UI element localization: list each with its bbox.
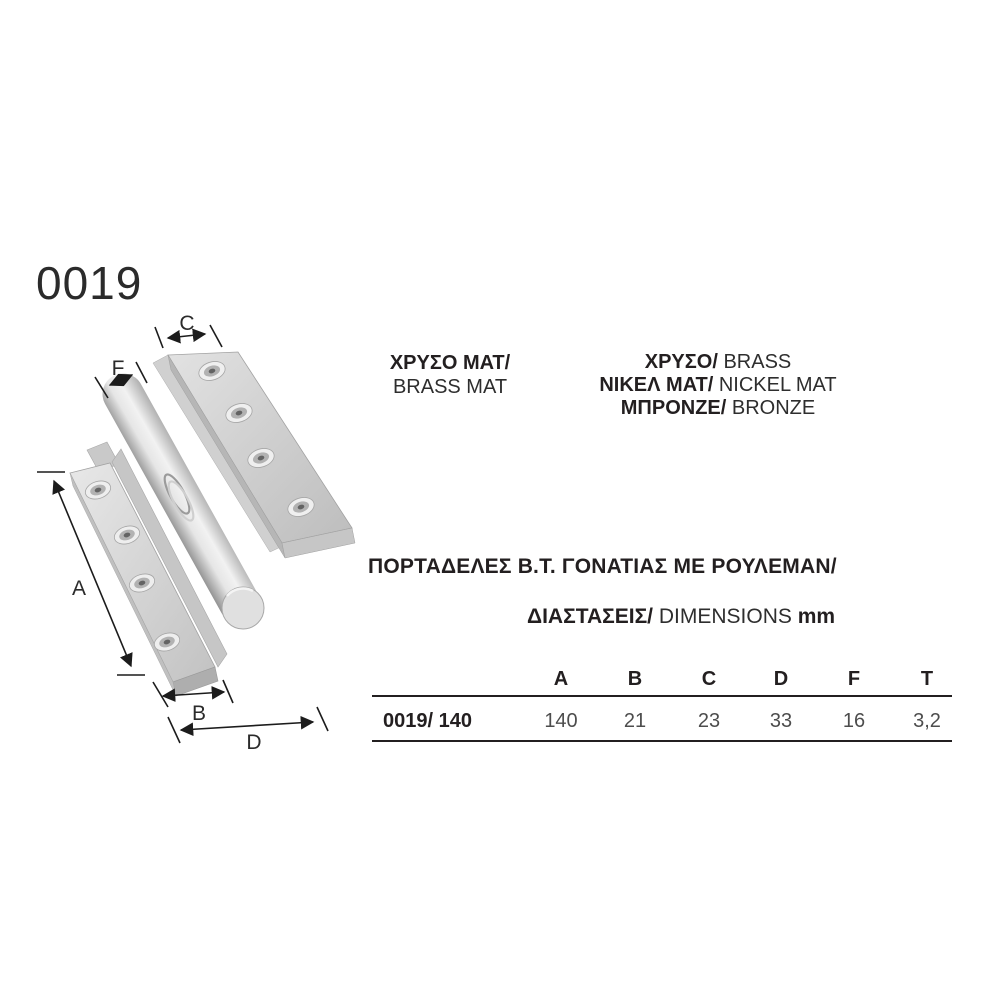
- table-model-cell: 0019/ 140: [383, 710, 472, 732]
- finish-english: BRONZE: [731, 397, 816, 419]
- finish-option-line: [599, 351, 836, 374]
- product-code: 0019: [36, 257, 143, 309]
- table-header-d: D: [773, 668, 789, 690]
- table-value-b: 21: [623, 710, 647, 732]
- hinge-diagram: [25, 300, 370, 755]
- table-rule-top: [372, 695, 952, 697]
- finish-right-block: [599, 351, 836, 420]
- product-title: ΠΟΡΤΑΔΕΛΕΣ Β.Τ. ΓΟΝΑΤΙΑΣ ΜΕ ΡΟΥΛΕΜΑΝ/: [368, 555, 837, 578]
- finish-greek: ΝΙΚΕΛ ΜΑΤ/: [599, 374, 714, 396]
- table-value-c: 23: [697, 710, 721, 732]
- dim-label-c: C: [179, 312, 195, 335]
- dimensions-heading-english: DIMENSIONS: [653, 605, 798, 628]
- finish-option-line: [599, 374, 836, 397]
- finish-left-english: BRASS MAT: [392, 376, 508, 398]
- table-value-d: 33: [769, 710, 793, 732]
- finish-english: BRASS: [723, 351, 792, 373]
- table-header-b: B: [627, 668, 643, 690]
- table-header-t: T: [920, 668, 934, 690]
- finish-left-block: [390, 351, 510, 399]
- finish-greek: ΜΠΡΟΝΖΕ/: [620, 397, 727, 419]
- dimensions-heading-greek: ΔΙΑΣΤΑΣΕΙΣ/: [527, 605, 654, 628]
- table-value-f: 16: [842, 710, 866, 732]
- table-header-f: F: [847, 668, 861, 690]
- finish-option-line: [599, 397, 836, 420]
- dimensions-heading-unit: mm: [797, 605, 836, 628]
- table-header-c: C: [701, 668, 717, 690]
- table-value-a: 140: [544, 710, 578, 732]
- dim-label-b: B: [191, 702, 207, 725]
- finish-english: NICKEL MAT: [718, 374, 837, 396]
- finish-greek: ΧΡΥΣΟ/: [644, 351, 718, 373]
- dim-label-a: A: [71, 577, 87, 600]
- finish-left-greek: ΧΡΥΣΟ ΜΑΤ/: [389, 352, 511, 374]
- dim-label-d: D: [246, 731, 262, 754]
- table-header-a: A: [553, 668, 569, 690]
- dim-label-f: F: [111, 357, 125, 380]
- dimensions-heading: [527, 605, 835, 629]
- table-rule-bottom: [372, 740, 952, 742]
- table-value-t: 3,2: [913, 710, 941, 732]
